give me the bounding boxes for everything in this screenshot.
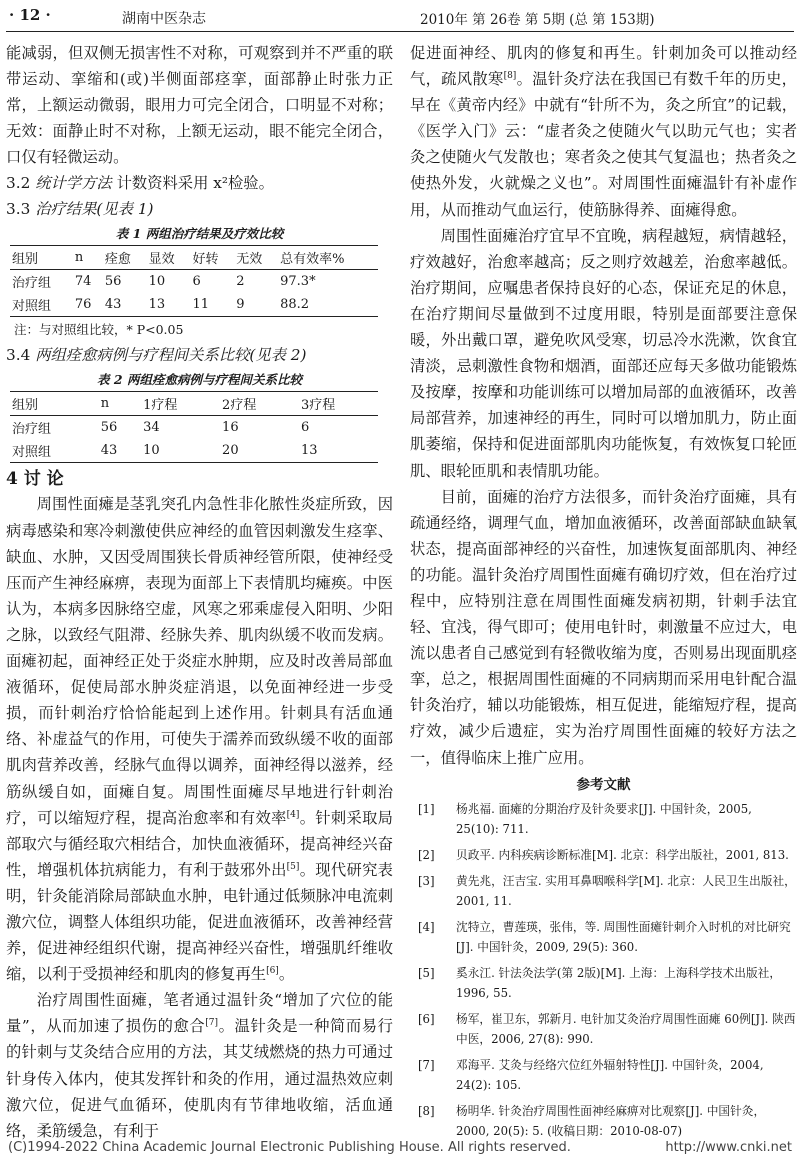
- references-list: [410, 799, 797, 1141]
- citation-5: [5]: [286, 861, 300, 872]
- discussion-paragraph-3: 周围性面瘫治疗宜早不宜晚，病程越短，病情越轻，疗效越好，治愈率越高；反之则疗效越差，治愈率越低。治疗期间，应嘱患者保持良好的心态，保证充足的休息，在治疗期间尽量做到不过度用眼，特别是面部要注意保暖，外出戴口罩，避免吹风受寒，切忌冷水洗漱，饮食宜清淡，忌刺激性食物和烟酒，面部还应每天多做功能锻炼及按摩，按摩和功能训练可以增加局部的血液循环，改善局部营养，加速神经的再生，同时可以增加肌力，防止面肌萎缩，保持和促进面部肌肉功能恢复，有效恢复口轮匝肌、眼轮匝肌和表情肌功能。: [410, 226, 797, 480]
- table-row: 治疗组 56 34 16 6: [12, 420, 310, 438]
- left-column: [6, 40, 393, 1144]
- reference-item: [4] 沈特立，曹莲瑛，张伟，等. 周围性面瘫针刺介入时机的对比研究[J]. 中国针灸，2009, 29(5): 360.: [418, 919, 791, 954]
- page-header: [0, 0, 800, 36]
- citation-4: [4]: [286, 809, 300, 820]
- reference-item: [7] 邓海平. 艾灸与经络穴位红外辐射特性[J]. 中国针灸，2004, 24(2): 105.: [418, 1057, 764, 1092]
- copyright-text: (C)1994-2022 China Academic Journal Electronic Publishing House. All rights reserved.: [8, 1140, 571, 1155]
- discussion-paragraph-2-cont: 促进面神经、肌肉的修复和再生。针刺加灸可以推动经气，疏风散寒[8]。温针灸疗法在我国已有数千年的历史，早在《黄帝内经》中就有“针所不为，灸之所宜”的记载，《医学入门》云：“虚者灸之使随火气以助元气也；实者灸之使随火气发散也；寒者灸之使其气复温也；热者灸之使热外发，火就燥之义也”。对周围性面瘫温针有补虚作用，从而推动气血运行，使筋脉得养、面瘫得愈。: [410, 44, 797, 219]
- table-2-caption: 表 2 两组痊愈病例与疗程间关系比较: [97, 372, 302, 388]
- table-1-caption: 表 1 两组治疗结果及疗效比较: [115, 226, 284, 242]
- section-4-heading: 4 讨 论: [6, 469, 64, 490]
- criteria-paragraph: 能减弱，但双侧无损害性不对称，可观察到并不严重的联带运动、挛缩和(或)半侧面部痉挛，面部静止时张力正常，上额运动微弱，眼用力可完全闭合，口明显不对称；无效：面静止时不对称，上额无运动，眼不能完全闭合，口仅有轻微运动。: [6, 44, 393, 167]
- journal-name: 湖南中医杂志: [122, 11, 206, 27]
- discussion-paragraph-1: 周围性面瘫是茎乳突孔内急性非化脓性炎症所致，因病毒感染和寒冷刺激使供应神经的血管因刺激发生痉挛、缺血、水肿，又因受周围狭长骨质神经管所限，使神经受压而产生神经麻痹，表现为面部上下表情肌均瘫痪。中医认为，本病多因脉络空虚，风寒之邪乘虚侵入阳明、少阳之脉，以致经气阻滞、经脉失养、肌肉纵缓不收而发病。面瘫初起，面神经正处于炎症水肿期，应及时改善局部血液循环，促使局部水肿炎症消退，以免面神经进一步受损，而针刺治疗恰恰能起到上述作用。针刺具有活血通络、补虚益气的作用，可使失于濡养而致纵缓不收的面部肌肉营养改善，经脉气血得以调养，面神经得以滋养，经筋纵缓自如，面瘫自复。周围性面瘫尽早地进行针刺治疗，可以缩短疗程，提高治愈率和有效率[4]。针刺采取局部取穴与循经取穴相结合，加快血液循环，提高神经兴奋性，增强机体抗病能力，有利于鼓邪外出[5]。现代研究表明，针灸能消除局部缺血水肿，电针通过低频脉冲电流刺激穴位，调整人体组织功能，促进血液循环，改善神经营养，促进神经组织代谢，提高神经兴奋性，增强肌纤维收缩，以利于受损神经和肌肉的修复再生[6]。: [6, 495, 393, 984]
- section-3-4-heading: 3.4 两组痊愈病例与疗程间关系比较(见表 2): [6, 346, 307, 365]
- page-number: · 12 ·: [9, 6, 51, 24]
- discussion-paragraph-4: 目前，面瘫的治疗方法很多，而针灸治疗面瘫，具有疏通经络，调理气血，增加血液循环，改善面部缺血缺氧状态，提高面部神经的兴奋性，加速恢复面部肌肉、神经的功能。温针灸治疗周围性面瘫有确切疗效，但在治疗过程中，应特别注意在周围性面瘫发病初期，针刺手法宜轻、宜浅，得气即可；使用电针时，刺激量不应过大，电流以患者自己感觉到有轻微收缩为度，否则易出现面肌痉挛，总之，根据周围性面瘫的不同病期而采用电针配合温针灸治疗，辅以功能锻炼，相互促进，能缩短疗程，提高疗效，减少后遗症，实为治疗周围性面瘫的较好方法之一，值得临床上推广应用。: [410, 487, 797, 767]
- table-2: [10, 391, 378, 463]
- table-1-note: 注：与对照组比较，* P<0.05: [14, 322, 184, 338]
- table-1: [10, 245, 378, 317]
- reference-item: [6] 杨军，崔卫东，郭新月. 电针加艾灸治疗周围性面瘫 60例[J]. 陕西中医，2006, 27(8): 990.: [418, 1011, 796, 1046]
- table-row: 对照组 76 43 13 11 9 88.2: [12, 297, 310, 315]
- reference-item: [2] 贝政平. 内科疾病诊断标准[M]. 北京：科学出版社，2001, 813.: [418, 847, 789, 862]
- cnki-url: http://www.cnki.net: [665, 1140, 792, 1155]
- table-row: 组别 n 痊愈 显效 好转 无效 总有效率%: [10, 246, 378, 270]
- table-row: 治疗组 74 56 10 6 2 97.3*: [12, 274, 316, 292]
- references-heading: 参考文献: [576, 776, 631, 793]
- reference-item: [3] 黄先兆，汪吉宝. 实用耳鼻咽喉科学[M]. 北京：人民卫生出版社，2001, 11.: [418, 873, 796, 908]
- discussion-paragraph-2: 治疗周围性面瘫，笔者通过温针灸“增加了穴位的能量”，从而加速了损伤的愈合[7]。温针灸是一种简而易行的针刺与艾灸结合应用的方法，其艾绒燃烧的热力可通过针身传入体内，使其发挥针和灸的作用，通过温热效应刺激穴位，促进气血循环，使肌肉有节律地收缩，活血通络，柔筋缓急，有利于: [6, 991, 393, 1140]
- table-row: 对照组 43 10 20 13: [12, 443, 318, 461]
- header-rule: [6, 31, 794, 32]
- section-3-2-heading: 3.2 统计学方法 计数资料采用 x²检验。: [6, 174, 274, 193]
- issue-info: 2010年 第 26卷 第 5期 (总 第 153期): [420, 12, 655, 28]
- citation-8: [8]: [503, 71, 517, 81]
- right-column: [410, 40, 797, 1147]
- section-3-3-heading: 3.3 治疗结果(见表 1): [6, 200, 154, 219]
- citation-6: [6]: [266, 966, 279, 977]
- reference-item: [1] 杨兆福. 面瘫的分期治疗及针灸要求[J]. 中国针灸，2005, 25(10): 711.: [418, 801, 752, 836]
- reference-item: [8] 杨明华. 针灸治疗周围性面神经麻痹对比观察[J]. 中国针灸，2000, 20(5): 5. (收稿日期：2010-08-07): [418, 1103, 766, 1138]
- reference-item: [5] 奚永江. 针法灸法学(第 2版)[M]. 上海：上海科学技术出版社，1996, 55.: [418, 965, 782, 1000]
- table-row: 组别 n 1疗程 2疗程 3疗程: [10, 392, 378, 416]
- citation-7: [7]: [205, 1018, 219, 1029]
